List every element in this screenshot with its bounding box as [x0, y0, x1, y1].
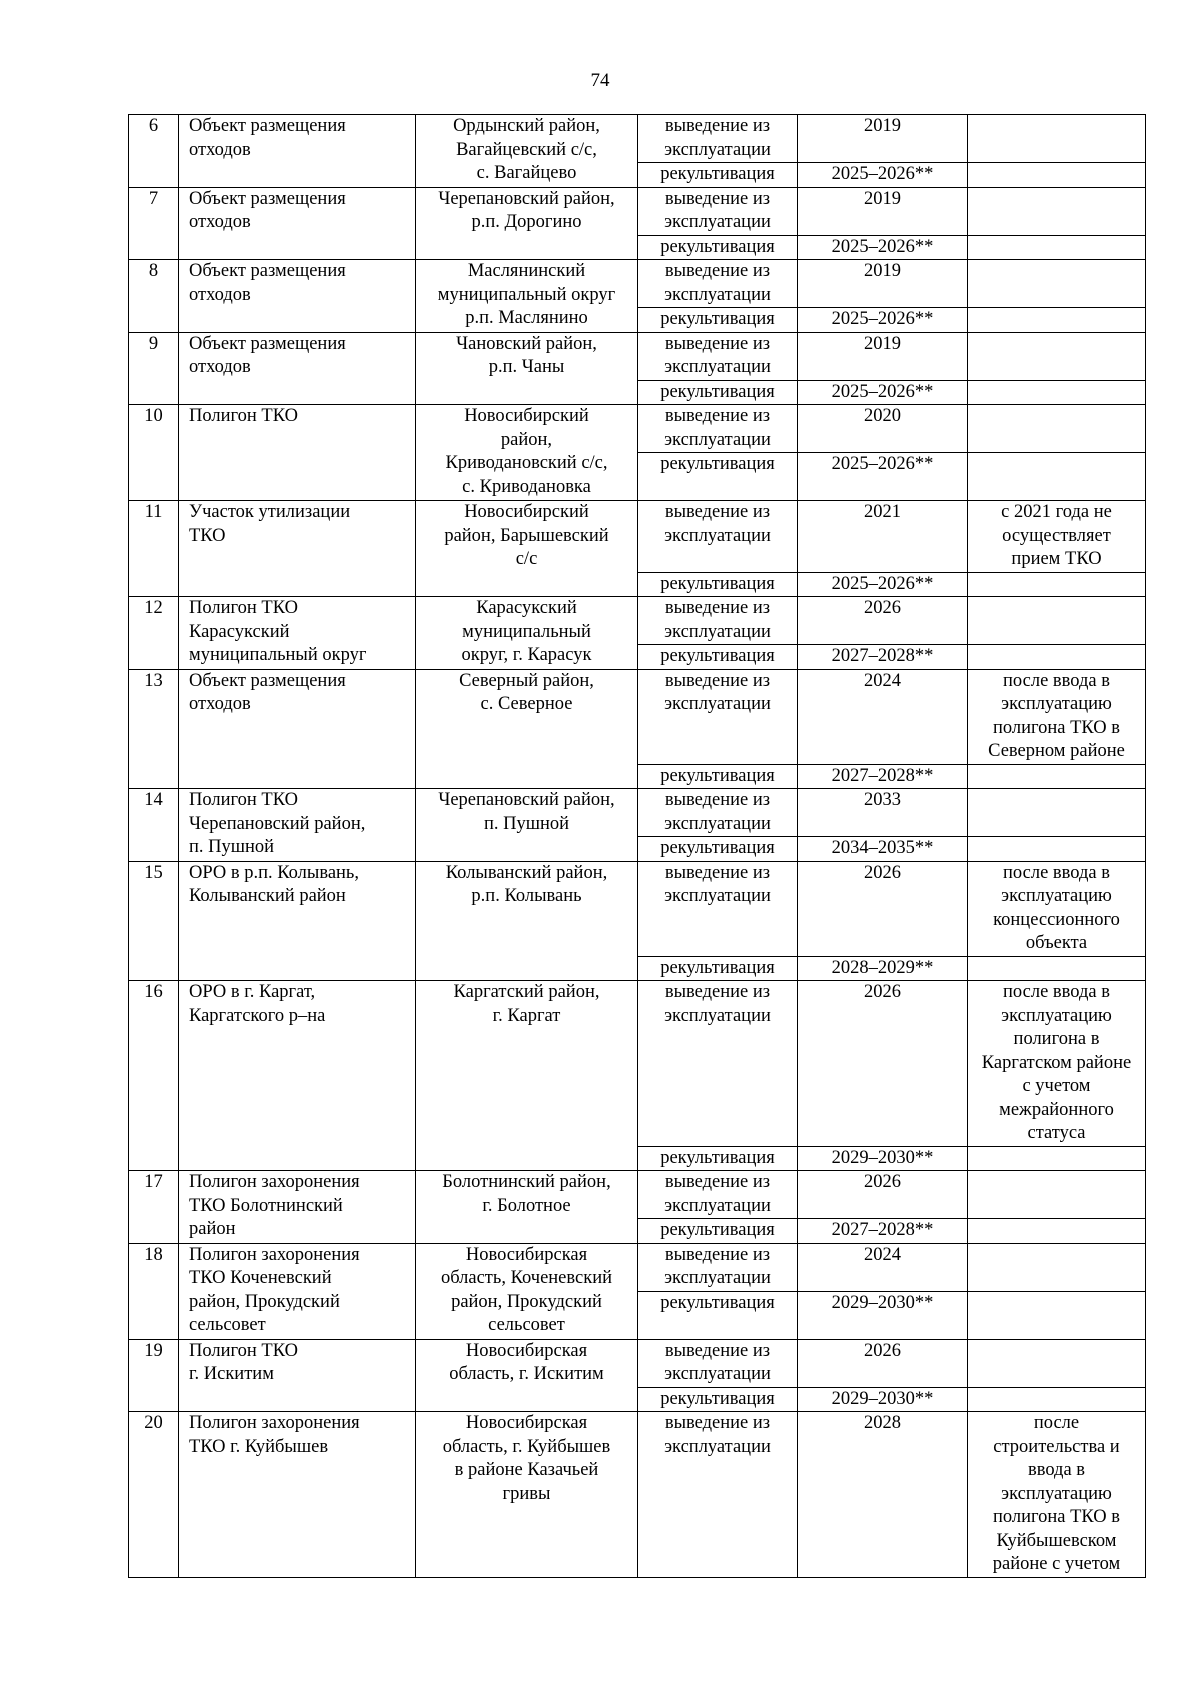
site-location-text: Карасукский муниципальный округ, г. Карасук — [461, 598, 592, 665]
site-location — [416, 597, 638, 670]
stage-note — [968, 1146, 1146, 1171]
site-name-text: Объект размещения отходов — [189, 261, 346, 305]
stage-action-text: выведение из эксплуатации — [664, 1413, 771, 1457]
site-location-text: Черепановский район, р.п. Дорогино — [438, 188, 615, 232]
stage-action-text: выведение из эксплуатации — [664, 261, 771, 305]
site-name — [179, 789, 416, 862]
stage-year-text: 2028 — [864, 1413, 901, 1433]
stage-note — [968, 837, 1146, 862]
stage-action-text: выведение из эксплуатации — [664, 188, 771, 232]
stage-action — [638, 187, 798, 235]
row-number-text: 15 — [144, 862, 163, 883]
stage-year — [798, 187, 968, 235]
stage-action-text: рекультивация — [660, 957, 775, 978]
stage-note-text: после ввода в эксплуатацию концессионного объекта — [993, 862, 1120, 953]
stage-note — [968, 1219, 1146, 1244]
stage-year — [798, 405, 968, 453]
stage-note — [968, 235, 1146, 260]
site-name-text: Объект размещения отходов — [189, 188, 346, 232]
stage-year — [798, 764, 968, 789]
stage-year — [798, 981, 968, 1147]
stage-year — [798, 308, 968, 333]
stage-action-text: выведение из эксплуатации — [664, 598, 771, 642]
site-location — [416, 861, 638, 981]
stage-action-text: рекультивация — [660, 454, 775, 474]
stage-note-text: после строительства и ввода в эксплуатацию полигона ТКО в Куйбышевском районе с учетом — [992, 1413, 1121, 1574]
stage-action-text: рекультивация — [660, 646, 775, 666]
stage-action-text: выведение из эксплуатации — [664, 406, 771, 450]
site-name-text: Полигон захоронения ТКО Болотнинский район — [189, 1172, 360, 1239]
stage-action-text: рекультивация — [660, 1388, 775, 1409]
stage-note — [968, 1291, 1146, 1339]
site-name-text: Полигон ТКО Черепановский район, п. Пушной — [189, 790, 366, 857]
stage-action-text: выведение из эксплуатации — [664, 502, 771, 546]
stage-year — [798, 453, 968, 501]
site-location-text: Новосибирский район, Криводановский с/с, с. Криводановка — [445, 406, 608, 497]
table-row — [129, 405, 1146, 453]
site-name — [179, 1171, 416, 1244]
row-number-text: 8 — [148, 261, 159, 281]
stage-year-text: 2024 — [864, 1244, 901, 1265]
stage-action-text: рекультивация — [660, 573, 775, 594]
row-number — [129, 861, 179, 981]
site-location-text: Новосибирский район, Барышевский с/с — [444, 502, 609, 569]
stage-year-text: 2019 — [864, 261, 901, 281]
site-name — [179, 187, 416, 260]
row-number — [129, 187, 179, 260]
stage-action-text: выведение из эксплуатации — [664, 670, 771, 714]
stage-action — [638, 453, 798, 501]
site-location-text: Черепановский район, п. Пушной — [438, 790, 615, 834]
stage-action — [638, 1339, 798, 1387]
stage-action-text: выведение из эксплуатации — [664, 1244, 771, 1288]
stage-year-text: 2021 — [864, 502, 901, 522]
stage-action-text: выведение из эксплуатации — [664, 862, 771, 906]
stage-year — [798, 1412, 968, 1578]
row-number-text: 11 — [144, 502, 163, 522]
stage-note — [968, 1387, 1146, 1412]
stage-action — [638, 405, 798, 453]
site-location — [416, 260, 638, 333]
stage-action-text: рекультивация — [660, 236, 775, 257]
stage-action-text: рекультивация — [660, 309, 775, 329]
site-name — [179, 405, 416, 501]
stage-year-text: 2024 — [864, 670, 901, 691]
stage-action — [638, 380, 798, 405]
stage-action-text: рекультивация — [660, 164, 775, 184]
table-row — [129, 1243, 1146, 1291]
site-name-text: Полигон захоронения ТКО Коченевский район, Прокудский сельсовет — [189, 1244, 360, 1335]
stage-action — [638, 981, 798, 1147]
stage-action — [638, 1146, 798, 1171]
stage-year — [798, 1387, 968, 1412]
stage-note — [968, 861, 1146, 956]
stage-action-text: рекультивация — [660, 1292, 775, 1313]
stage-year — [798, 789, 968, 837]
table-row — [129, 260, 1146, 308]
stage-year — [798, 861, 968, 956]
site-name-text: Полигон ТКО г. Искитим — [189, 1340, 298, 1384]
stage-year-text: 2026 — [864, 982, 901, 1002]
site-name — [179, 597, 416, 670]
table-row — [129, 1412, 1146, 1578]
stage-year-text: 2025–2026** — [831, 454, 934, 474]
row-number-text: 7 — [148, 188, 159, 209]
stage-note — [968, 1339, 1146, 1387]
stage-note — [968, 764, 1146, 789]
site-name — [179, 981, 416, 1171]
site-location-text: Новосибирская область, г. Куйбышев в районе Казачьей гривы — [442, 1413, 611, 1504]
stage-year-text: 2025–2026** — [831, 573, 934, 594]
stage-action — [638, 235, 798, 260]
stage-note-text: после ввода в эксплуатацию полигона ТКО в Северном районе — [988, 670, 1125, 761]
site-location — [416, 115, 638, 188]
stage-year — [798, 1171, 968, 1219]
stage-year — [798, 115, 968, 163]
stage-note — [968, 669, 1146, 764]
stage-year-text: 2019 — [864, 188, 901, 209]
table-row — [129, 597, 1146, 645]
stage-year-text: 2029–2030** — [831, 1292, 934, 1313]
site-location — [416, 789, 638, 862]
stage-year — [798, 1339, 968, 1387]
site-name-text: Полигон захоронения ТКО г. Куйбышев — [189, 1413, 360, 1457]
stage-action-text: выведение из эксплуатации — [664, 333, 771, 377]
stage-action-text: выведение из эксплуатации — [664, 790, 771, 834]
stage-action-text: рекультивация — [660, 838, 775, 858]
stage-year — [798, 645, 968, 670]
site-name — [179, 260, 416, 333]
site-location — [416, 405, 638, 501]
stage-year — [798, 1219, 968, 1244]
stage-year-text: 2027–2028** — [831, 1220, 934, 1240]
row-number-text: 6 — [148, 116, 159, 136]
site-name-text: Объект размещения отходов — [189, 116, 346, 160]
stage-note — [968, 187, 1146, 235]
site-name-text: Объект размещения отходов — [189, 333, 346, 377]
stage-action-text: выведение из эксплуатации — [664, 1172, 771, 1216]
row-number-text: 9 — [148, 333, 159, 354]
stage-action — [638, 1171, 798, 1219]
stage-action — [638, 789, 798, 837]
stage-year-text: 2033 — [864, 790, 901, 810]
table-row — [129, 1339, 1146, 1387]
stage-action — [638, 308, 798, 333]
stage-year-text: 2025–2026** — [831, 381, 934, 402]
sites-table-body — [129, 115, 1146, 1578]
stage-note — [968, 163, 1146, 188]
stage-action-text: рекультивация — [660, 1147, 775, 1168]
row-number-text: 20 — [144, 1413, 163, 1433]
site-location-text: Маслянинский муниципальный округ р.п. Маслянино — [437, 261, 616, 328]
site-name-text: Полигон ТКО — [189, 406, 298, 426]
table-row — [129, 861, 1146, 956]
site-name — [179, 669, 416, 789]
stage-year-text: 2034–2035** — [831, 838, 934, 858]
site-location — [416, 1339, 638, 1412]
stage-note — [968, 1412, 1146, 1578]
stage-action — [638, 645, 798, 670]
stage-note — [968, 501, 1146, 573]
stage-year-text: 2029–2030** — [831, 1388, 934, 1409]
stage-year-text: 2025–2026** — [831, 309, 934, 329]
table-row — [129, 669, 1146, 764]
stage-note — [968, 956, 1146, 981]
stage-year-text: 2019 — [864, 333, 901, 354]
site-name — [179, 332, 416, 405]
site-location — [416, 1171, 638, 1244]
stage-action — [638, 669, 798, 764]
stage-year-text: 2027–2028** — [831, 646, 934, 666]
stage-note — [968, 405, 1146, 453]
stage-note — [968, 308, 1146, 333]
row-number — [129, 115, 179, 188]
row-number — [129, 669, 179, 789]
site-name — [179, 1243, 416, 1339]
row-number — [129, 981, 179, 1171]
table-row — [129, 501, 1146, 573]
row-number-text: 18 — [144, 1244, 163, 1265]
page-number: 74 — [590, 70, 610, 91]
stage-note — [968, 332, 1146, 380]
stage-year — [798, 501, 968, 573]
stage-note — [968, 789, 1146, 837]
stage-action-text: выведение из эксплуатации — [664, 1340, 771, 1384]
site-location-text: Болотнинский район, г. Болотное — [442, 1172, 611, 1216]
stage-year — [798, 380, 968, 405]
stage-action — [638, 837, 798, 862]
stage-year-text: 2028–2029** — [831, 957, 934, 978]
stage-action — [638, 1243, 798, 1291]
stage-year-text: 2026 — [864, 1172, 901, 1192]
site-name — [179, 861, 416, 981]
stage-action — [638, 163, 798, 188]
stage-year-text: 2026 — [864, 1340, 901, 1361]
stage-action-text: выведение из эксплуатации — [664, 116, 771, 160]
stage-action-text: рекультивация — [660, 1220, 775, 1240]
site-location-text: Новосибирская область, Коченевский район, Прокудский сельсовет — [440, 1244, 613, 1335]
table-row — [129, 115, 1146, 163]
stage-year — [798, 669, 968, 764]
stage-action — [638, 764, 798, 789]
site-name — [179, 1339, 416, 1412]
stage-year — [798, 332, 968, 380]
row-number — [129, 501, 179, 597]
stage-year-text: 2020 — [864, 406, 901, 426]
stage-year-text: 2025–2026** — [831, 236, 934, 257]
stage-note — [968, 645, 1146, 670]
stage-note — [968, 1171, 1146, 1219]
stage-note-text: с 2021 года не осуществляет прием ТКО — [1001, 502, 1112, 569]
site-location-text: Каргатский район, г. Каргат — [453, 982, 600, 1026]
stage-action-text: рекультивация — [660, 381, 775, 402]
stage-action — [638, 1387, 798, 1412]
table-row — [129, 1171, 1146, 1219]
row-number — [129, 260, 179, 333]
stage-year — [798, 572, 968, 597]
site-name — [179, 501, 416, 597]
site-location-text: Чановский район, р.п. Чаны — [456, 333, 597, 377]
stage-year — [798, 1291, 968, 1339]
row-number — [129, 1412, 179, 1578]
site-location-text: Колыванский район, р.п. Колывань — [445, 862, 608, 906]
site-location — [416, 332, 638, 405]
stage-action — [638, 861, 798, 956]
row-number — [129, 1243, 179, 1339]
stage-year — [798, 260, 968, 308]
site-location — [416, 1412, 638, 1578]
row-number — [129, 332, 179, 405]
row-number — [129, 405, 179, 501]
table-row — [129, 187, 1146, 235]
stage-action-text: выведение из эксплуатации — [664, 982, 771, 1026]
stage-action-text: рекультивация — [660, 765, 775, 786]
table-row — [129, 789, 1146, 837]
stage-year-text: 2029–2030** — [831, 1147, 934, 1168]
stage-year — [798, 956, 968, 981]
stage-note — [968, 981, 1146, 1147]
stage-note — [968, 115, 1146, 163]
site-location-text: Северный район, с. Северное — [459, 670, 594, 714]
sites-table — [128, 114, 1146, 1578]
table-row — [129, 981, 1146, 1147]
stage-year-text: 2026 — [864, 598, 901, 618]
row-number-text: 12 — [144, 598, 163, 618]
site-name — [179, 1412, 416, 1578]
stage-action — [638, 572, 798, 597]
row-number-text: 13 — [144, 670, 163, 691]
stage-year-text: 2027–2028** — [831, 765, 934, 786]
stage-note — [968, 1243, 1146, 1291]
stage-note-text: после ввода в эксплуатацию полигона в Каргатском районе с учетом межрайонного статуса — [981, 982, 1132, 1143]
site-location — [416, 669, 638, 789]
row-number — [129, 1171, 179, 1244]
row-number — [129, 1339, 179, 1412]
site-name — [179, 115, 416, 188]
stage-action — [638, 597, 798, 645]
row-number — [129, 597, 179, 670]
stage-year — [798, 837, 968, 862]
site-location — [416, 981, 638, 1171]
row-number-text: 17 — [144, 1172, 163, 1192]
site-location — [416, 501, 638, 597]
stage-note — [968, 260, 1146, 308]
site-name-text: Полигон ТКО Карасукский муниципальный округ — [189, 598, 367, 665]
site-location — [416, 187, 638, 260]
site-name-text: ОРО в г. Каргат, Каргатского р–на — [189, 982, 326, 1026]
stage-note — [968, 380, 1146, 405]
stage-year — [798, 1146, 968, 1171]
stage-action — [638, 956, 798, 981]
site-location — [416, 1243, 638, 1339]
row-number-text: 19 — [144, 1340, 163, 1361]
stage-action — [638, 1412, 798, 1578]
stage-year — [798, 1243, 968, 1291]
stage-action — [638, 1291, 798, 1339]
row-number — [129, 789, 179, 862]
table-row — [129, 332, 1146, 380]
row-number-text: 10 — [144, 406, 163, 426]
stage-year — [798, 235, 968, 260]
site-name-text: Участок утилизации ТКО — [189, 502, 351, 546]
row-number-text: 16 — [144, 982, 163, 1002]
stage-year — [798, 163, 968, 188]
stage-year — [798, 597, 968, 645]
stage-action — [638, 260, 798, 308]
site-name-text: ОРО в р.п. Колывань, Колыванский район — [189, 862, 359, 906]
stage-year-text: 2026 — [864, 862, 901, 883]
site-location-text: Новосибирская область, г. Искитим — [449, 1340, 604, 1384]
stage-note — [968, 572, 1146, 597]
stage-action — [638, 1219, 798, 1244]
stage-note — [968, 597, 1146, 645]
stage-note — [968, 453, 1146, 501]
stage-action — [638, 332, 798, 380]
site-location-text: Ордынский район, Вагайцевский с/с, с. Вагайцево — [453, 116, 600, 183]
row-number-text: 14 — [144, 790, 163, 810]
site-name-text: Объект размещения отходов — [189, 670, 346, 714]
stage-action — [638, 115, 798, 163]
stage-year-text: 2019 — [864, 116, 901, 136]
stage-year-text: 2025–2026** — [831, 164, 934, 184]
stage-action — [638, 501, 798, 573]
